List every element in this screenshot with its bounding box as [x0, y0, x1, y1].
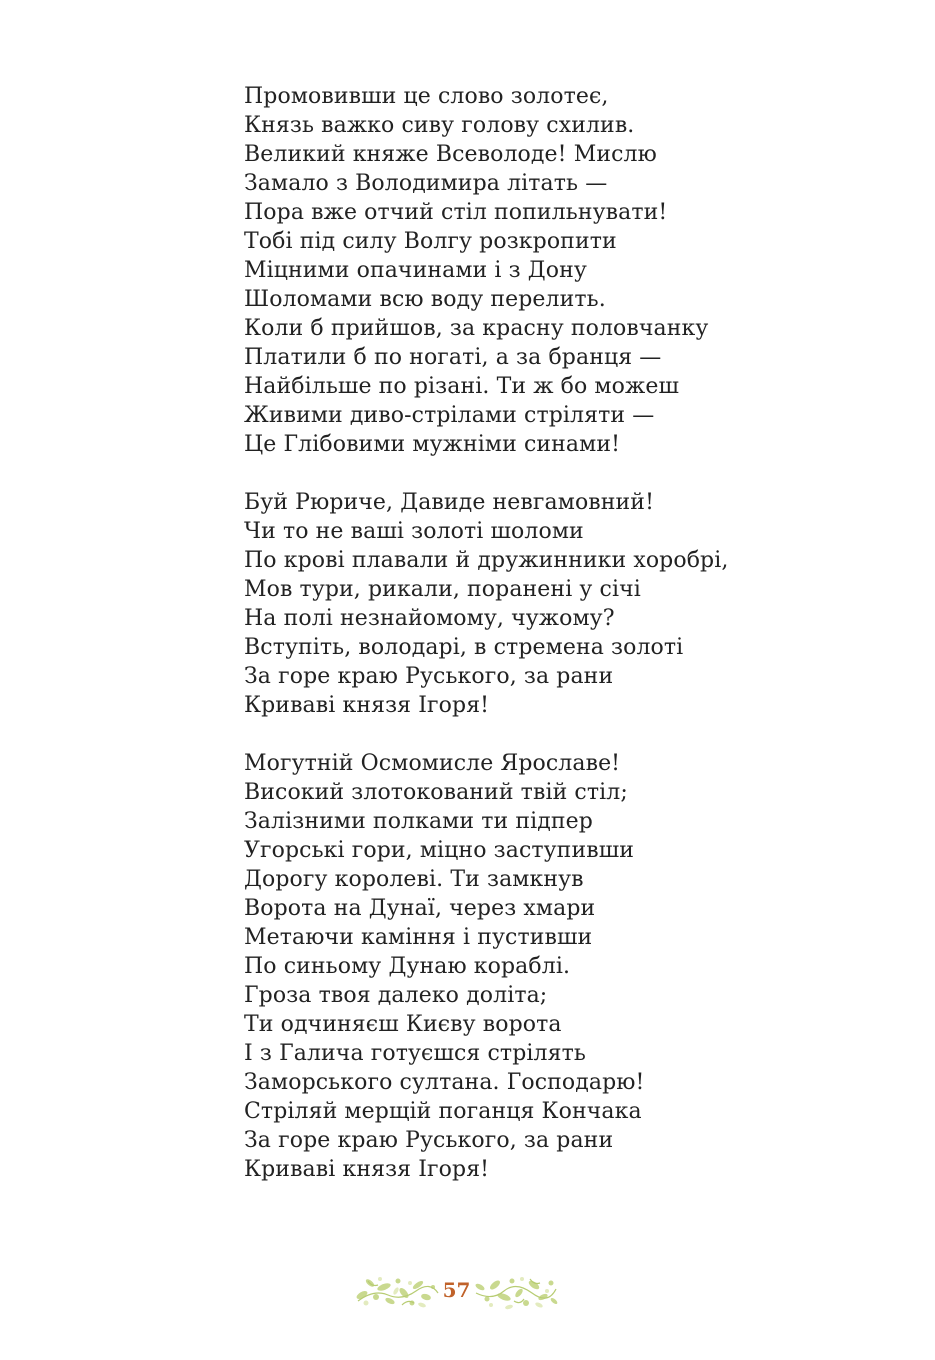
poem-line: Ворота на Дунаї, через хмари — [244, 896, 596, 921]
poem-line: За горе краю Руського, за рани — [244, 664, 614, 689]
poem-line: Промовивши це слово золотеє, — [244, 84, 609, 109]
poem-line: Буй Рюриче, Давиде невгамовний! — [244, 490, 655, 515]
poem-line: Мов тури, рикали, поранені у січі — [244, 577, 641, 602]
poem-line: Князь важко сиву голову схилив. — [244, 113, 635, 138]
poem-line: Платили б по ногаті, а за бранця — — [244, 345, 662, 370]
poem-line: І з Галича готуєшся стрілять — [244, 1041, 586, 1066]
poem-line: Вступіть, володарі, в стремена золоті — [244, 635, 684, 660]
stanza-2 — [244, 488, 884, 720]
poem-line: Угорські гори, міцно заступивши — [244, 838, 635, 863]
poem-line: Метаючи каміння і пустивши — [244, 925, 593, 950]
poem-line: Пора вже отчий стіл попильнувати! — [244, 200, 668, 225]
poem-line: Могутній Осмомисле Ярославе! — [244, 751, 621, 776]
poem-line: На полі незнайомому, чужому? — [244, 606, 615, 631]
poem-line: Коли б прийшов, за красну половчанку — [244, 316, 709, 341]
poem-line: Гроза твоя далеко доліта; — [244, 983, 548, 1008]
stanza-1 — [244, 82, 884, 459]
poem-line: Великий княже Всеволоде! Мислю — [244, 142, 657, 167]
poem-line: Шоломами всю воду перелить. — [244, 287, 606, 312]
page-footer — [354, 1271, 559, 1311]
poem-line: Ти одчиняєш Києву ворота — [244, 1012, 562, 1037]
poem-line: Високий злотокований твій стіл; — [244, 780, 628, 805]
stanza-3 — [244, 749, 884, 1184]
poem-line: Замало з Володимира літать — — [244, 171, 608, 196]
poem-line: Міцними опачинами і з Дону — [244, 258, 587, 283]
poem-line: Тобі під силу Волгу розкропити — [244, 229, 617, 254]
poem-line: Залізними полками ти підпер — [244, 809, 593, 834]
poem-line: Живими диво-стрілами стріляти — — [244, 403, 655, 428]
poem-line: Найбільше по різані. Ти ж бо можеш — [244, 374, 679, 399]
poem-line: По крові плавали й дружинники хоробрі, — [244, 548, 729, 573]
poem-line: Чи то не ваші золоті шоломи — [244, 519, 584, 544]
poem-line: Заморського султана. Господарю! — [244, 1070, 645, 1095]
poem-line: Дорогу королеві. Ти замкнув — [244, 867, 584, 892]
poem-line: Стріляй мерщій поганця Кончака — [244, 1099, 642, 1124]
poem-line: За горе краю Руського, за рани — [244, 1128, 614, 1153]
poem — [244, 82, 884, 1184]
poem-line: Криваві князя Ігоря! — [244, 693, 490, 718]
poem-line: По синьому Дунаю кораблі. — [244, 954, 571, 979]
page-number: 57 — [442, 1278, 471, 1302]
poem-line: Криваві князя Ігоря! — [244, 1157, 490, 1182]
poem-line: Це Глібовими мужніми синами! — [244, 432, 621, 457]
